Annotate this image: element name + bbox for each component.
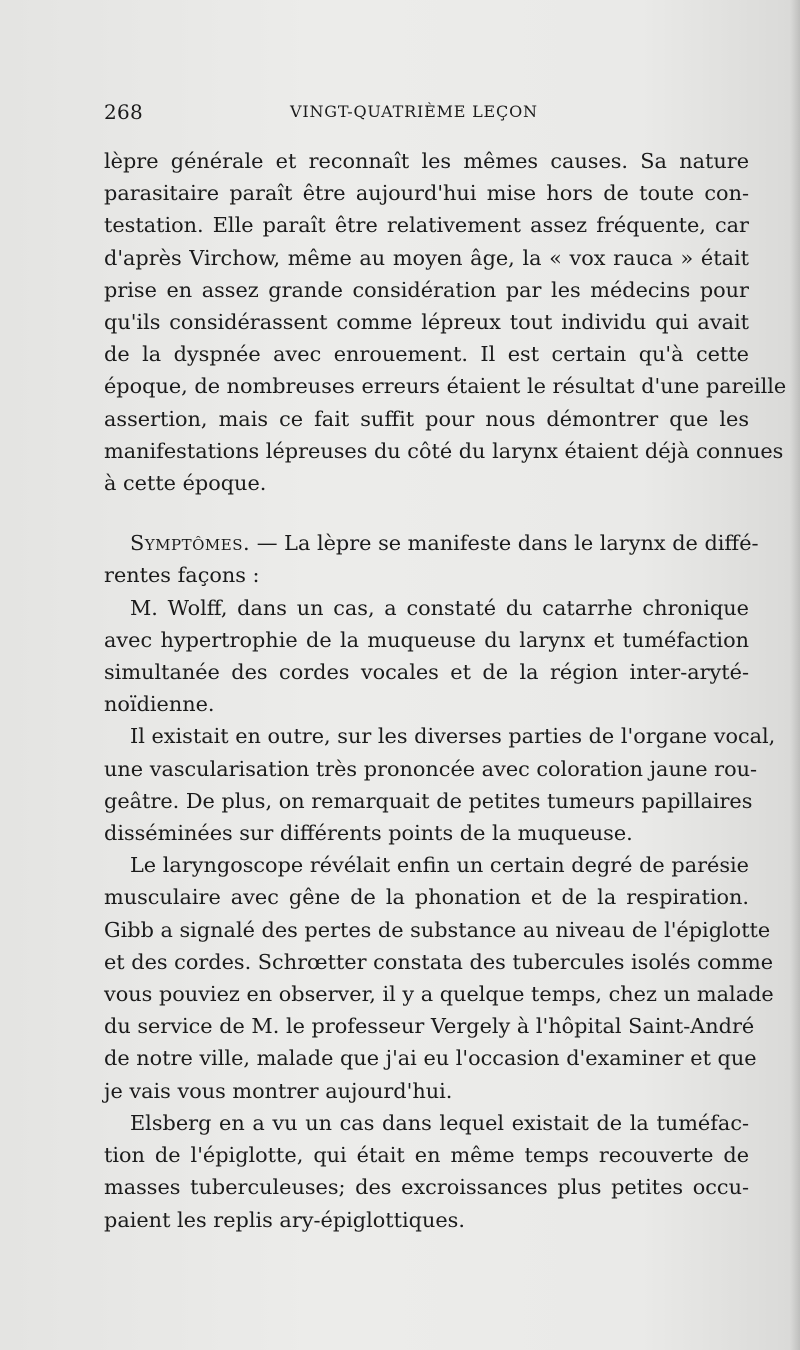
text-line: manifestations lépreuses du côté du larynx étaient déjà connues bbox=[104, 438, 784, 463]
symptoms-heading: Symptômes. bbox=[130, 531, 251, 556]
text-line: avec hypertrophie de la muqueuse du larynx et tuméfaction bbox=[104, 627, 749, 652]
text-line: Gibb a signalé des pertes de substance au niveau de l'épiglotte bbox=[104, 917, 771, 942]
paragraph-wolff bbox=[104, 592, 749, 721]
text-line: geâtre. De plus, on remarquait de petites tumeurs papillaires bbox=[104, 788, 753, 813]
text-line: masses tuberculeuses; des excroissances plus petites occu- bbox=[104, 1175, 749, 1200]
section-gap bbox=[104, 499, 749, 527]
text-line: paient les replis ary-épiglottiques. bbox=[104, 1207, 465, 1232]
text-line: assertion, mais ce fait suffit pour nous démontrer que les bbox=[104, 406, 749, 431]
text-line bbox=[104, 527, 759, 559]
text-line: noïdienne. bbox=[104, 692, 215, 717]
text-line: M. Wolff, dans un cas, a constaté du catarrhe chronique bbox=[130, 595, 749, 620]
text-line: tion de l'épiglotte, qui était en même temps recouverte de bbox=[104, 1143, 749, 1168]
text-line: et des cordes. Schrœtter constata des tubercules isolés comme bbox=[104, 949, 774, 974]
paragraph-symptoms bbox=[104, 527, 759, 591]
body-text bbox=[104, 145, 787, 1236]
text-line: Elsberg en a vu un cas dans lequel existait de la tuméfac- bbox=[130, 1110, 749, 1135]
paragraph-leprosy-intro bbox=[104, 145, 787, 499]
running-head bbox=[104, 100, 749, 130]
text-line: prise en assez grande considération par les médecins pour bbox=[104, 277, 749, 302]
text-line: époque, de nombreuses erreurs étaient le résultat d'une pareille bbox=[104, 374, 787, 399]
text-line: à cette époque. bbox=[104, 471, 267, 496]
symptoms-intro-text: — La lèpre se manifeste dans le larynx de diffé- bbox=[250, 531, 759, 556]
text-line: d'après Virchow, même au moyen âge, la « vox rauca » était bbox=[104, 245, 749, 270]
text-line: testation. Elle paraît être relativement assez fréquente, car bbox=[104, 213, 749, 238]
text-line: musculaire avec gêne de la phonation et de la respiration. bbox=[104, 885, 749, 910]
text-line: je vais vous montrer aujourd'hui. bbox=[104, 1078, 453, 1103]
page-number: 268 bbox=[104, 100, 144, 124]
text-line: Il existait en outre, sur les diverses parties de l'organe vocal, bbox=[130, 724, 776, 749]
running-head-title: VINGT-QUATRIÈME LEÇON bbox=[290, 102, 538, 121]
text-line: simultanée des cordes vocales et de la région inter-aryté- bbox=[104, 660, 749, 685]
paragraph-laryngoscope bbox=[104, 849, 774, 1107]
text-line: du service de M. le professeur Vergely à l'hôpital Saint-André bbox=[104, 1014, 755, 1039]
text-line: qu'ils considérassent comme lépreux tout individu qui avait bbox=[104, 310, 749, 335]
text-line: disséminées sur différents points de la muqueuse. bbox=[104, 821, 633, 846]
text-line: parasitaire paraît être aujourd'hui mise hors de toute con- bbox=[104, 181, 749, 206]
paragraph-vascularisation bbox=[104, 720, 776, 849]
text-line: rentes façons : bbox=[104, 563, 260, 588]
text-line: Le laryngoscope révélait enfin un certain degré de parésie bbox=[130, 853, 749, 878]
paragraph-elsberg bbox=[104, 1107, 749, 1236]
text-line: vous pouviez en observer, il y a quelque temps, chez un malade bbox=[104, 982, 774, 1007]
text-line: de notre ville, malade que j'ai eu l'occasion d'examiner et que bbox=[104, 1046, 757, 1071]
text-line: lèpre générale et reconnaît les mêmes causes. Sa nature bbox=[104, 149, 749, 173]
text-line: de la dyspnée avec enrouement. Il est certain qu'à cette bbox=[104, 342, 749, 367]
text-line: une vascularisation très prononcée avec coloration jaune rou- bbox=[104, 756, 758, 781]
